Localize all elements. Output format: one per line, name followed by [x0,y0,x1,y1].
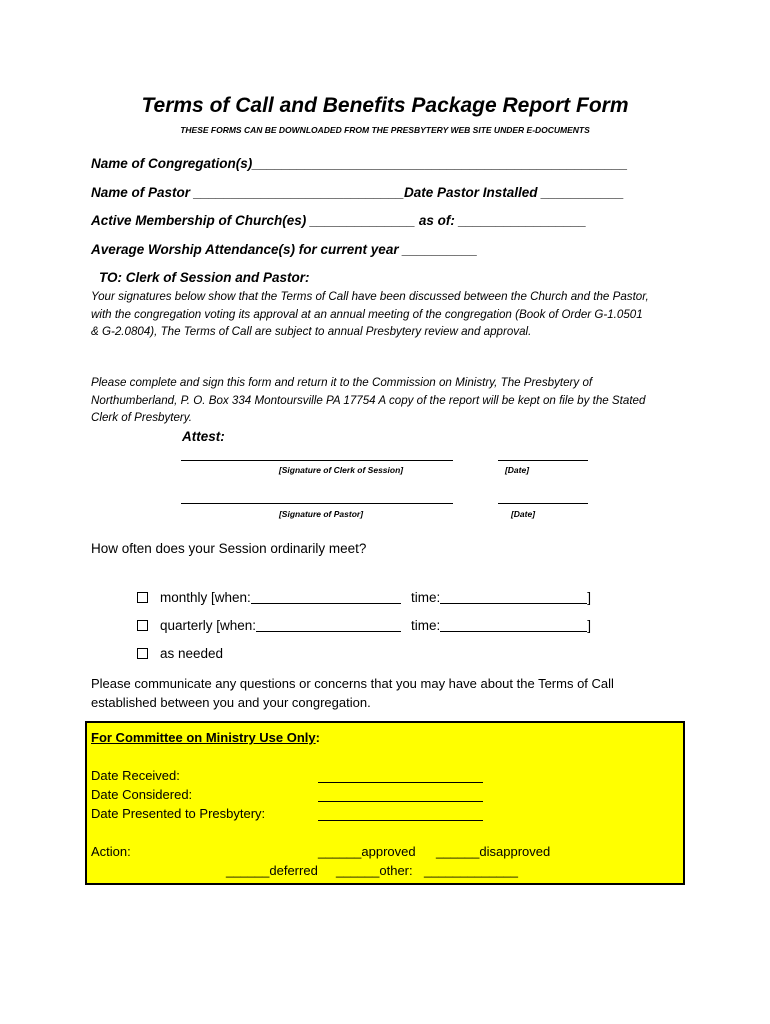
other-option[interactable]: ______other: [336,863,413,878]
as-needed-option[interactable] [137,646,223,661]
quarterly-time-label: time: [411,618,441,633]
as-needed-label: as needed [160,646,224,661]
date-received-label: Date Received: [91,768,180,783]
terms-paragraph: Your signatures below show that the Terms of Call have been discussed between the Church and the Pastor, with the congregation voting its approval at an annual meeting of the congregation (Book of Order G-1.0501 & G-2.0804), The Terms of Call are subject to annual Presbytery review and approval. [91,290,649,338]
as-needed-checkbox[interactable] [137,648,148,659]
approved-option[interactable]: ______approved [318,844,416,859]
committee-heading-colon: : [315,730,320,745]
action-label: Action: [91,844,131,859]
deferred-option[interactable]: ______deferred [226,863,318,878]
committee-heading-text: For Committee on Ministry Use Only [91,730,316,745]
clerk-signature-line[interactable] [181,460,453,461]
instructions-paragraph: Please complete and sign this form and return it to the Commission on Ministry, The Presbytery of Northumberland, P. O. Box 334 Montoursville PA 17754 A copy of the report will be kept on file by the Stated Clerk of Presbytery. [91,376,646,424]
other-blank[interactable]: _____________ [424,863,518,878]
quarterly-close: ] [587,618,592,633]
date1-caption: [Date] [504,465,530,475]
monthly-label: monthly [when: [160,590,251,605]
date-considered-label: Date Considered: [91,787,193,802]
communicate-paragraph: Please communicate any questions or concerns that you may have about the Terms of Call established between you and your congregation. [91,676,614,710]
clerk-signature-caption: [Signature of Clerk of Session] [278,465,404,475]
monthly-time[interactable] [411,590,591,605]
disapproved-option[interactable]: ______disapproved [436,844,551,859]
committee-box [85,721,685,885]
date-considered-line[interactable] [318,801,483,802]
to-line: TO: Clerk of Session and Pastor: [99,270,310,285]
pastor-signature-caption: [Signature of Pastor] [278,509,364,519]
date-presented-line[interactable] [318,820,483,821]
quarterly-time[interactable] [411,618,591,633]
monthly-time-label: time: [411,590,441,605]
monthly-time-blank[interactable] [440,590,587,604]
date2-line[interactable] [498,503,588,504]
pastor-field[interactable]: Name of Pastor ____________________________Date Pastor Installed ___________ [91,185,624,200]
membership-field[interactable]: Active Membership of Church(es) ______________ as of: _________________ [91,213,587,228]
committee-heading [91,730,320,745]
quarterly-checkbox[interactable] [137,620,148,631]
attendance-field[interactable]: Average Worship Attendance(s) for current year __________ [91,242,478,257]
monthly-close: ] [587,590,592,605]
date1-line[interactable] [498,460,588,461]
meeting-question: How often does your Session ordinarily meet? [91,541,367,556]
date2-caption: [Date] [510,509,536,519]
quarterly-when-blank[interactable] [256,618,401,632]
quarterly-label: quarterly [when: [160,618,257,633]
page-subtitle: THESE FORMS CAN BE DOWNLOADED FROM THE PRESBYTERY WEB SITE UNDER E-DOCUMENTS [180,125,590,135]
date-presented-label: Date Presented to Presbytery: [91,806,266,821]
quarterly-time-blank[interactable] [440,618,587,632]
congregation-field[interactable]: Name of Congregation(s)__________________________________________________ [91,156,628,171]
monthly-when-blank[interactable] [251,590,401,604]
quarterly-option[interactable] [137,618,401,633]
monthly-checkbox[interactable] [137,592,148,603]
monthly-option[interactable] [137,590,401,605]
attest-label: Attest: [182,429,225,444]
page-title: Terms of Call and Benefits Package Report Form [141,94,629,117]
pastor-signature-line[interactable] [181,503,453,504]
date-received-line[interactable] [318,782,483,783]
